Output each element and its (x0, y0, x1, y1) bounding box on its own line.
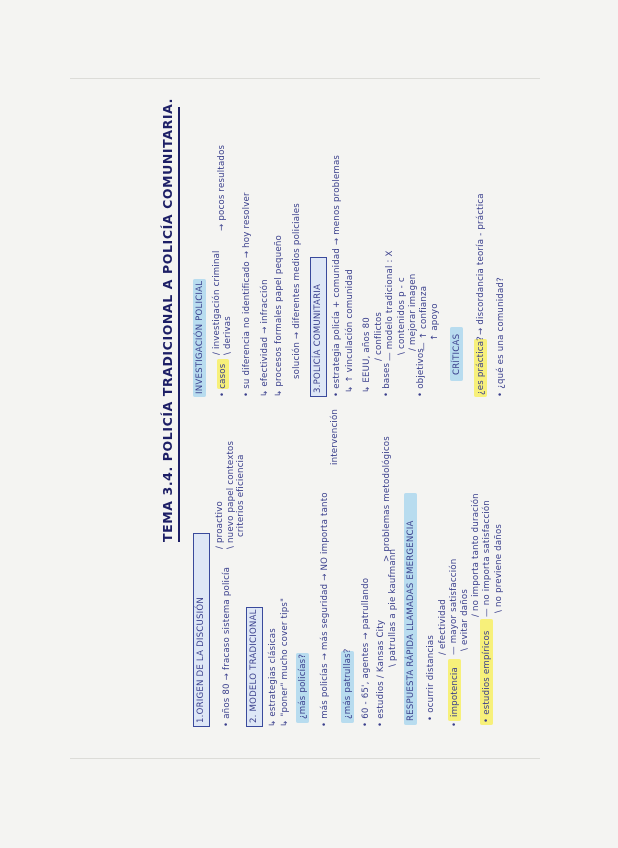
imp-a: / efectividad (438, 599, 448, 655)
q3-heading: RESPUESTA RÁPIDA LLAMADAS EMERGENCIA (406, 520, 416, 721)
s2-line2: ↳ "poner" mucho cover tips" (280, 597, 290, 727)
s3-line3: ↳ EEUU, años 80 (362, 317, 372, 393)
crit-q1-b: → discordancia teoría - práctica (476, 193, 486, 335)
section2-heading: 2. MODELO TRADICIONAL (249, 609, 259, 723)
q2-line1: • 60 - 65', agentes → patrullando (361, 577, 371, 727)
title-underline (178, 107, 180, 542)
s1-line1: • años 80 → fracaso sistema policía (222, 566, 232, 727)
imp-label: impotencia (450, 667, 460, 717)
s3-obj-c: ↑ apoyo (430, 303, 440, 341)
page-edge-top (70, 78, 540, 79)
q1-line-b: intervención (330, 408, 340, 465)
emp-label: • estudios empíricos (482, 630, 492, 723)
s3-line1: • estrategia policía + comunidad → menos problemas (332, 154, 342, 397)
s1-branch-c: criterios eficiencia (236, 454, 246, 537)
section1-heading: 1.ORIGEN DE LA DISCUSIÓN (196, 597, 206, 723)
q2-arrow: > problemas metodológicos (382, 436, 392, 562)
inv-line4: ↳ procesos formales papel pequeño (274, 235, 284, 397)
s3-obj-a: / mejorar imagen (408, 273, 418, 351)
crit-q2: • ¿qué es una comunidad? (496, 277, 506, 397)
q1-heading: ¿más policías? (298, 653, 308, 719)
s3-bases: • bases (382, 362, 392, 397)
imp-b: — mayor satisfacción (449, 558, 459, 655)
page-edge-bottom (70, 758, 540, 759)
s1-branch-a: / proactivo (215, 501, 225, 549)
inv-res: → pocos resultados (217, 144, 227, 231)
section3-heading: 3.POLICÍA COMUNITARIA (313, 283, 323, 393)
q2-line3: \ patrullas a pie kaufmann (388, 548, 398, 667)
emp-c: \ no previene daños (494, 523, 504, 613)
inv-line3: ↳ efectividad → infracción (260, 279, 270, 397)
inv-heading: INVESTIGACIÓN POLICIAL (195, 280, 205, 394)
emp-a: / no importa tanto duración (471, 493, 481, 617)
imp-c: \ evitar daños (460, 589, 470, 651)
imp-dot: • (450, 721, 460, 727)
s3-line2: ↳ ↑ vinculación comunidad (345, 269, 355, 393)
s2-line1: ↳ estrategias clásicas (268, 628, 278, 727)
notes-title: TEMA 3.4. POLICÍA TRADICIONAL A POLICÍA COMUNITARIA. (160, 98, 175, 542)
inv-line5: solución → diferentes medios policiales (292, 203, 302, 379)
q3-line1: • ocurrir distancias (426, 634, 436, 721)
q2-line2: • estudios / Kansas City (376, 619, 386, 727)
inv-c: \ derivas (223, 316, 233, 355)
s3-bases-c: \ contenidos p - c (397, 277, 407, 355)
crit-q1: ¿es práctica? (476, 336, 486, 395)
s3-bases-a: / conflictos (374, 311, 384, 361)
inv-b: / investigación criminal (212, 250, 222, 355)
s3-obj: • objetivos (416, 348, 426, 397)
inv-line2: • su diferencia no identificado → hoy resolver (242, 192, 252, 397)
s3-obj-b: — ↑ confianza (419, 285, 429, 351)
s1-branch-b: \ nuevo papel contextos (226, 440, 236, 549)
emp-b: — no importa satisfacción (482, 500, 492, 617)
rotated-notes (160, 98, 515, 727)
q1-line: • más policías → más seguridad → NO importa tanto (320, 492, 330, 727)
crit-heading: CRÍTICAS (452, 333, 462, 375)
s3-bases-b: — modelo tradicional : X (385, 250, 395, 361)
q2-heading: ¿más patrullas? (343, 648, 353, 719)
inv-a: • casos (218, 363, 228, 397)
